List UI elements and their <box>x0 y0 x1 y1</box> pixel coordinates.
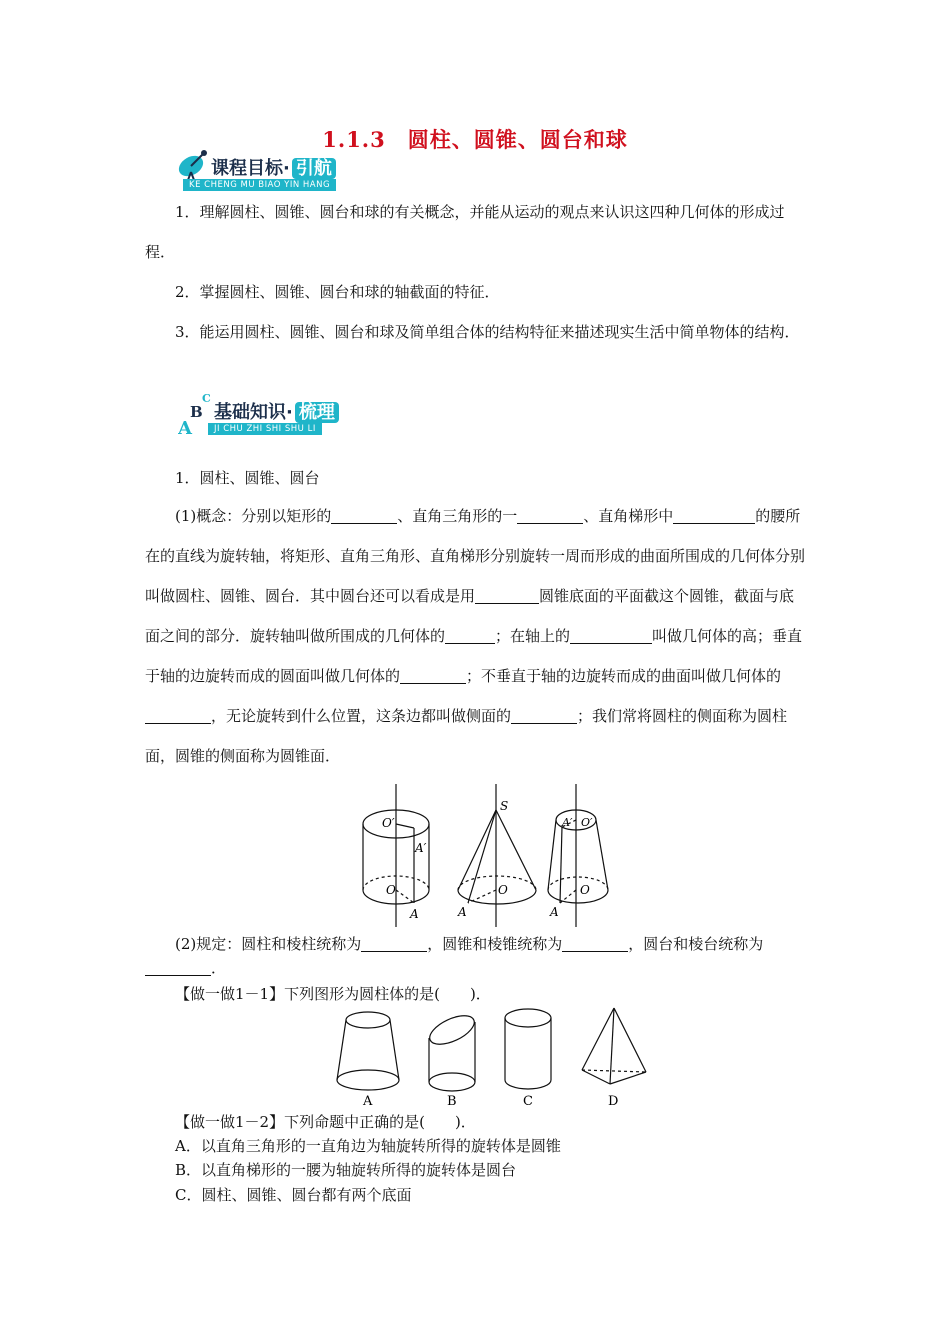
answer-blank[interactable] <box>475 587 539 604</box>
answer-blank[interactable] <box>445 627 495 644</box>
label-o-prime: O′ <box>382 816 395 830</box>
cylinder-figure <box>363 784 429 927</box>
label-o: O <box>580 883 590 897</box>
concept-paragraph: (1)概念：分别以矩形的 、直角三角形的一 、直角梯形中 的腰所在的直线为旋转轴，将矩形、直角三角形、直角梯形分别旋转一周而形成的曲面所围成的几何体分别叫做圆柱、圆锥、圆台．其中圆台还可以看成是用 圆锥底面的平面截这个圆锥，截面与底面之间的部分．旋转轴叫做所围成的几何体的 ；在轴上的 叫做几何体的高；垂直于轴的边旋转而成的圆面叫做几何体的 ；不垂直于轴的边旋转而成的曲面叫做几何体的，无论旋转到什么位置，这条边都叫做侧面的 ；我们常将圆柱的侧面称为圆柱面，圆锥的侧面称为圆锥面． <box>145 507 806 765</box>
answer-blank[interactable] <box>145 959 211 976</box>
course-goals-banner <box>175 148 385 192</box>
exercise-2-question: 【做一做1－2】下列命题中正确的是( )． <box>175 1113 476 1131</box>
label-a: A <box>458 905 467 919</box>
banner-title: 课程目标· <box>211 158 290 179</box>
exercise-1-question: 【做一做1－1】下列图形为圆柱体的是( )． <box>175 985 491 1003</box>
banner-highlight: 引航 <box>292 158 336 179</box>
label-a-prime: A′ <box>562 816 573 829</box>
answer-blank[interactable] <box>400 667 466 684</box>
exercise-2-option-a: A．以直角三角形的一直角边为轴旋转所得的旋转体是圆锥 <box>175 1137 561 1155</box>
banner-subtitle: JI CHU ZHI SHI SHU LI <box>208 423 322 435</box>
answer-blank[interactable] <box>517 507 583 524</box>
answer-blank[interactable] <box>145 707 211 724</box>
exercise-2-option-c: C．圆柱、圆锥、圆台都有两个底面 <box>175 1186 412 1204</box>
answer-blank[interactable] <box>361 935 427 952</box>
goal-2: 2．掌握圆柱、圆锥、圆台和球的轴截面的特征． <box>175 283 500 301</box>
answer-blank[interactable] <box>511 707 577 724</box>
option-c-label: C <box>523 1094 533 1109</box>
exercise-1-figure <box>330 1004 660 1110</box>
banner-highlight: 梳理 <box>295 402 339 423</box>
option-a-label: A <box>363 1094 373 1109</box>
basic-knowledge-banner <box>178 390 398 434</box>
answer-blank[interactable] <box>562 935 628 952</box>
exercise-2-option-b: B．以直角梯形的一腰为轴旋转所得的旋转体是圆台 <box>175 1161 517 1179</box>
answer-blank[interactable] <box>331 507 397 524</box>
cone-figure <box>458 784 536 927</box>
option-b-shape <box>426 1010 479 1091</box>
goal-3: 3．能运用圆柱、圆锥、圆台和球及简单组合体的结构特征来描述现实生活中简单物体的结构． <box>175 323 800 341</box>
svg-text:A: A <box>178 418 192 436</box>
goal-1: 1．理解圆柱、圆锥、圆台和球的有关概念，并能从运动的观点来认识这四种几何体的形成过程． <box>145 203 785 261</box>
option-b-label: B <box>447 1094 457 1109</box>
section-heading: 1．圆柱、圆锥、圆台 <box>175 469 320 487</box>
solids-figure <box>340 782 630 930</box>
answer-blank[interactable] <box>673 507 755 524</box>
option-d-label: D <box>608 1094 619 1109</box>
rule-paragraph: (2)规定：圆柱和棱柱统称为 ，圆锥和棱锥统称为 ，圆台和棱台统称为． <box>145 932 807 980</box>
label-s: S <box>500 799 509 813</box>
option-a-shape <box>337 1012 399 1090</box>
svg-text:C: C <box>202 392 211 405</box>
label-a: A <box>550 905 559 919</box>
answer-blank[interactable] <box>570 627 652 644</box>
label-o-prime: O′ <box>581 816 593 829</box>
label-a-prime: A′ <box>415 841 427 855</box>
option-c-shape <box>505 1009 551 1089</box>
svg-text:B: B <box>190 403 203 421</box>
banner-title: 基础知识· <box>214 402 293 423</box>
page-title: 1.1.3 圆柱、圆锥、圆台和球 <box>322 127 628 152</box>
label-a: A <box>410 907 419 921</box>
label-o: O <box>498 883 508 897</box>
option-d-shape <box>582 1008 646 1084</box>
label-o: O <box>386 883 396 897</box>
banner-subtitle: KE CHENG MU BIAO YIN HANG <box>183 179 336 191</box>
